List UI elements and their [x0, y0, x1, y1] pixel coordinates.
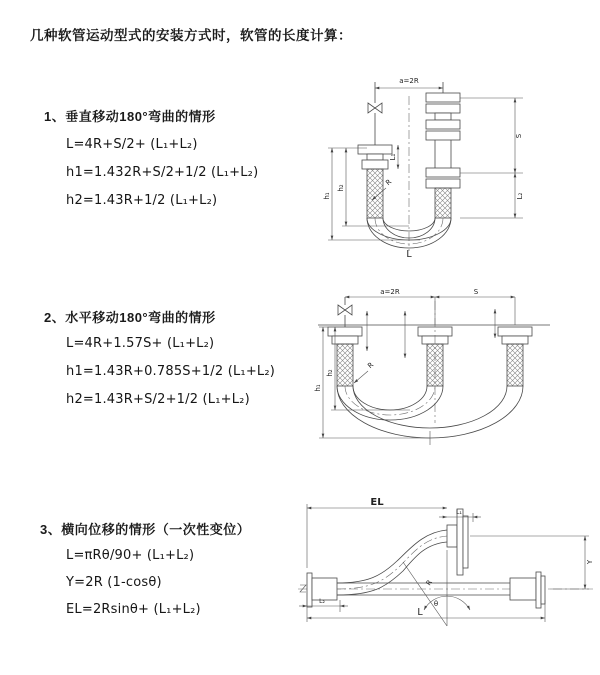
flange: [426, 93, 460, 102]
braided-hose-section: [507, 344, 523, 386]
braided-hose-section: [435, 188, 451, 218]
length-label: L: [406, 249, 412, 260]
dim-label-l1: L₁: [456, 509, 462, 516]
dim-label-l1: L₁: [389, 153, 397, 161]
radius-label: R: [424, 578, 435, 588]
section-1-heading: 1、垂直移动180°弯曲的情形: [44, 109, 216, 124]
valve-assembly: [338, 297, 352, 327]
flange: [358, 145, 392, 154]
right-pipe-assembly: [426, 82, 460, 218]
section-3-heading: 3、横向位移的情形（一次性变位）: [40, 522, 251, 537]
radius-label: R: [384, 177, 394, 188]
dim-label-s: S: [473, 288, 479, 296]
length-label: L: [417, 607, 423, 618]
dim-label-el: EL: [370, 497, 384, 508]
dim-label-s: S: [515, 133, 523, 139]
section-3-formula-Y: Y=2R (1-cosθ): [66, 575, 162, 590]
flange: [498, 327, 532, 336]
page-title: 几种软管运动型式的安装方式时，软管的长度计算：: [30, 28, 352, 43]
dimensions: [299, 497, 594, 626]
right-stub: [498, 327, 532, 386]
section-3-formula-EL: EL=2Rsinθ+ (L₁+L₂): [66, 602, 201, 617]
dimensions: [323, 77, 524, 260]
section-2-formula-h2: h2=1.43R+S/2+1/2 (L₁+L₂): [66, 392, 250, 407]
dim-label-y: Y: [586, 559, 594, 565]
section-2-heading: 2、水平移动180°弯曲的情形: [44, 310, 216, 325]
u-bend-hoses: [337, 386, 523, 438]
radius-label: R: [366, 360, 376, 371]
vertical-180-bend-diagram: [310, 68, 590, 260]
dim-label-h1: h₁: [323, 192, 331, 200]
dim-label-h2: h₂: [337, 184, 345, 192]
displaced-flange: [447, 509, 468, 575]
dim-label-a2r: a=2R: [399, 77, 419, 85]
section-3-formula-L: L=πRθ/90+ (L₁+L₂): [66, 548, 195, 563]
valve-icon: [368, 103, 382, 113]
section-2-formula-L: L=4R+1.57S+ (L₁+L₂): [66, 336, 215, 351]
original-position-pipe: [337, 572, 545, 608]
section-1-formula-h1: h1=1.432R+S/2+1/2 (L₁+L₂): [66, 165, 259, 180]
lateral-displacement-diagram: [295, 494, 600, 652]
section-1-formula-L: L=4R+S/2+ (L₁+L₂): [66, 137, 198, 152]
dim-label-h2: h₂: [326, 369, 334, 377]
braided-hose-section: [337, 344, 353, 386]
dim-label-h1: h₁: [314, 384, 322, 392]
dim-label-a2r: a=2R: [380, 288, 400, 296]
angle-label: θ: [433, 600, 439, 608]
braided-hose-section: [367, 169, 383, 218]
flange: [328, 327, 362, 336]
dim-label-l2: L₂: [516, 192, 524, 200]
dimension-top: [345, 288, 515, 325]
dim-label-l2: L₂: [319, 598, 325, 605]
section-1-formula-h2: h2=1.43R+1/2 (L₁+L₂): [66, 193, 218, 208]
valve-icon: [338, 305, 352, 315]
section-2-formula-h1: h1=1.43R+0.785S+1/2 (L₁+L₂): [66, 364, 276, 379]
break-mark: [300, 585, 306, 592]
horizontal-180-bend-diagram: [310, 283, 600, 458]
